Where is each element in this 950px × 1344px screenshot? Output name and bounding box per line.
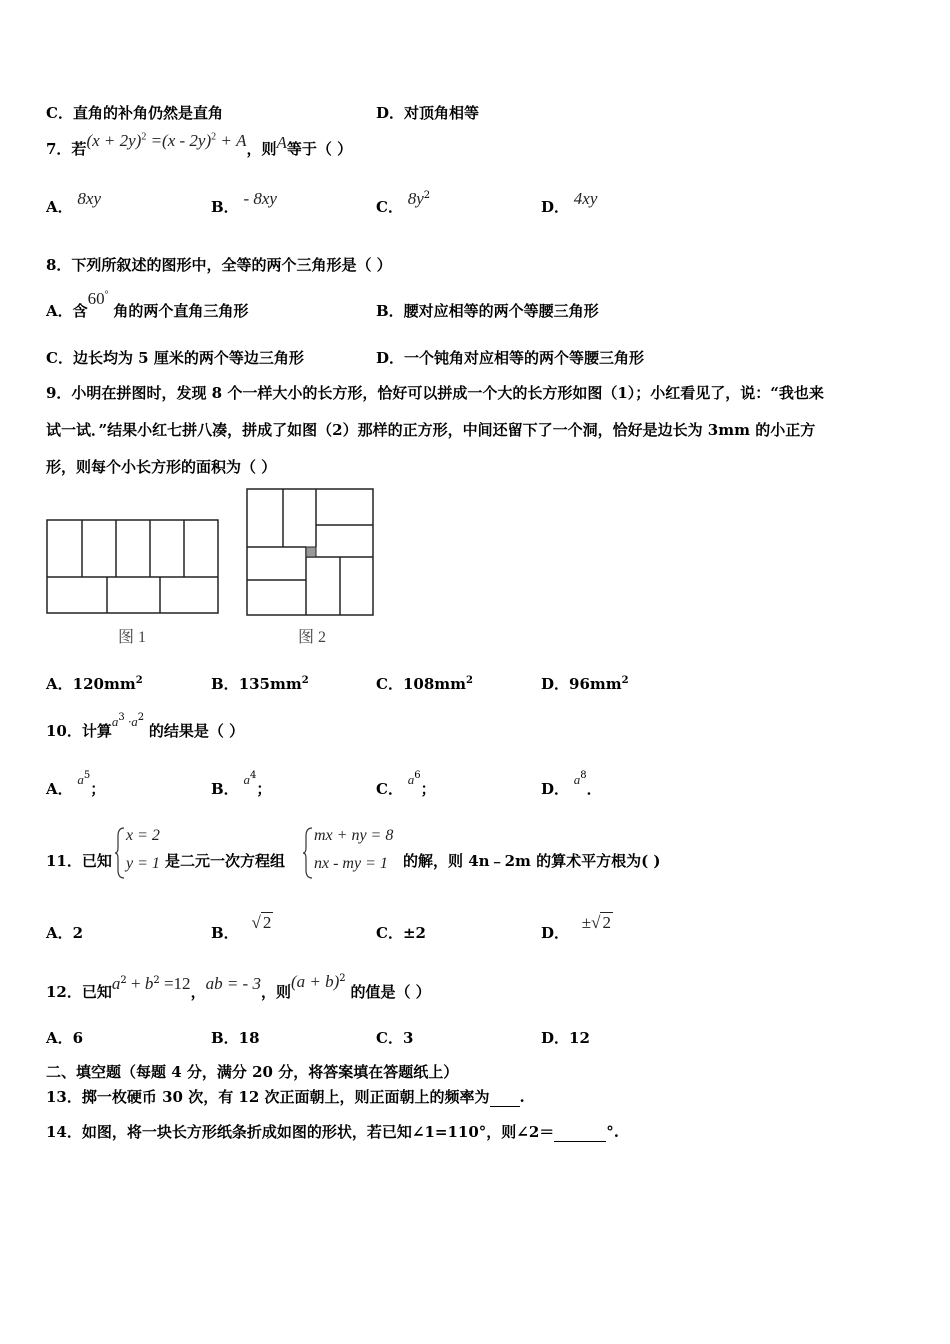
question-9-line-2: 试一试．”结果小红七拼八凑，拼成了如图（2）那样的正方形，中间还留下了一个洞，恰好是边长为 3mm 的小正方 (46, 421, 816, 439)
figure-1-caption: 图 1 (118, 629, 147, 646)
q9-option-c: C．$108mm^2$ (376, 675, 473, 693)
q6-option-c: C．直角的补角仍然是直角 (46, 104, 223, 122)
q11-option-c: C．±2 (376, 924, 426, 942)
q12-option-d: D．12 (541, 1029, 590, 1047)
question-10-stem: 10．计算$a^3 \cdot a^2$ 的结果是（ ） (46, 712, 245, 740)
system-2-eq-1: mx + ny = 8 (314, 827, 394, 844)
q9-option-b: B．$135mm^2$ (211, 675, 309, 693)
q12-option-b: B．18 (211, 1029, 260, 1047)
q7-option-c: C． $8y^2$ (376, 189, 431, 216)
system-2-eq-2: nx - my = 1 (314, 855, 388, 872)
q12-option-a: A．6 (46, 1029, 84, 1047)
question-7-stem: 7．若$(x + 2y)^2 =(x - 2y)^2 + A$，则A等于（ ） (46, 131, 353, 158)
q12-option-c: C．3 (376, 1029, 414, 1047)
system-1-eq-2: y = 1 (126, 855, 160, 872)
q9-option-a: A．$120mm^2$ (46, 675, 143, 693)
system-1-brace (114, 826, 126, 880)
system-1-eq-1: x = 2 (126, 827, 160, 844)
question-14: 14．如图，将一块长方形纸条折成如图的形状，若已知∠1=110°，则∠2＝ °. (46, 1123, 620, 1141)
question-9-line-3: 形，则每个小长方形的面积为（ ） (46, 458, 277, 476)
q7-option-d: D． 4xy (541, 189, 598, 216)
q11-option-d: D． ±√ 2 (541, 913, 611, 942)
q13-answer-blank[interactable] (490, 1092, 520, 1107)
question-9-line-1: 9．小明在拼图时，发现 8 个一样大小的长方形，恰好可以拼成一个大的长方形如图（1）；小红看见了，说：“我也来 (46, 384, 824, 402)
q10-option-a: A． $a^5$； (46, 770, 106, 798)
q6-option-d: D．对顶角相等 (376, 104, 480, 122)
q10-option-b: B． $a^4$； (211, 770, 272, 798)
q11-option-b: B． √ 2 (211, 913, 272, 942)
question-11-suffix: 的解，则 4n﹣2m 的算术平方根为( ) (403, 852, 661, 870)
question-12-stem: 12．已知$a^2 + b^2 =12$，ab = - 3，则$(a + b)^2$ 的值是（ ） (46, 972, 431, 1001)
section-2-heading: 二、填空题（每题 4 分，满分 20 分，将答案填在答题纸上） (46, 1063, 459, 1081)
q8-option-b: B．腰对应相等的两个等腰三角形 (376, 302, 599, 320)
q7-option-b: B． - 8xy (211, 189, 277, 216)
question-11-mid: 是二元一次方程组 (165, 852, 286, 870)
q10-option-d: D． $a^8$． (541, 770, 602, 798)
question-8-stem: 8．下列所叙述的图形中，全等的两个三角形是（ ） (46, 256, 392, 274)
q10-option-c: C． $a^6$； (376, 770, 436, 798)
figure-2-caption: 图 2 (298, 629, 327, 646)
q8-option-c: C．边长均为 5 厘米的两个等边三角形 (46, 349, 304, 367)
q9-option-d: D．$96mm^2$ (541, 675, 629, 693)
q7-option-a: A． 8xy (46, 189, 102, 216)
q14-answer-blank[interactable] (554, 1127, 606, 1142)
q8-option-d: D．一个钝角对应相等的两个等腰三角形 (376, 349, 645, 367)
question-11-prefix: 11．已知 (46, 852, 112, 870)
q11-option-a: A．2 (46, 924, 84, 942)
figure-2-square-with-hole (242, 484, 378, 620)
question-13: 13．掷一枚硬币 30 次，有 12 次正面朝上，则正面朝上的频率为 . (46, 1088, 525, 1106)
system-2-brace (302, 826, 314, 880)
q8-option-a: A．含60° 角的两个直角三角形 (46, 289, 249, 320)
figure-1-rectangles (40, 512, 230, 622)
